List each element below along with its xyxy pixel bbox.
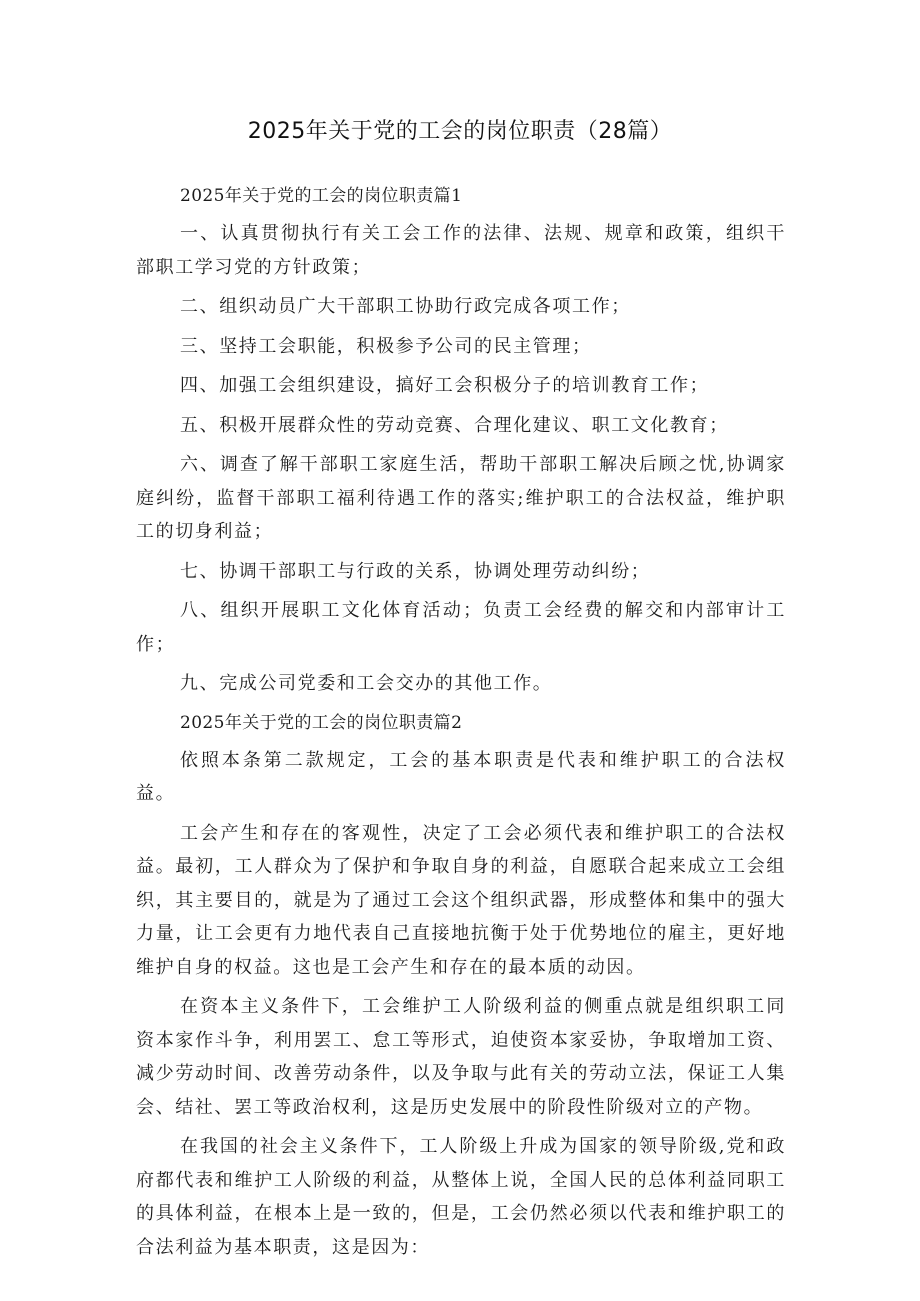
section-heading: 2025年关于党的工会的岗位职责篇1 (180, 186, 463, 206)
paragraph: 二、组织动员广大干部职工协助行政完成各项工作； (180, 296, 631, 317)
paragraph: 八、组织开展职工文化体育活动；负责工会经费的解交和内部审计工作； (136, 600, 786, 655)
paragraph: 六、调查了解干部职工家庭生活，帮助干部职工解决后顾之忧,协调家庭纠纷，监督干部职工福利待遇工作的落实;维护职工的合法权益，维护职工的切身利益； (136, 454, 786, 542)
paragraph: 四、加强工会组织建设，搞好工会积极分子的培训教育工作； (180, 375, 710, 396)
document-body (136, 180, 786, 1270)
paragraph: 依照本条第二款规定，工会的基本职责是代表和维护职工的合法权益。 (136, 749, 786, 804)
paragraph: 在我国的社会主义条件下，工人阶级上升成为国家的领导阶级,党和政府都代表和维护工人阶级的利益，从整体上说，全国人民的总体利益同职工的具体利益，在根本上是一致的，但是，工会仍然必须以代表和维护职工的合法利益为基本职责，这是因为： (136, 1136, 786, 1258)
section-heading: 2025年关于党的工会的岗位职责篇2 (180, 712, 463, 733)
section-1 (136, 180, 786, 701)
paragraph: 一、认真贯彻执行有关工会工作的法律、法规、规章和政策，组织干部职工学习党的方针政策； (136, 223, 786, 278)
paragraph: 七、协调干部职工与行政的关系，协调处理劳动纠纷； (180, 560, 651, 582)
paragraph: 三、坚持工会职能，积极参予公司的民主管理； (180, 335, 592, 357)
paragraph: 工会产生和存在的客观性，决定了工会必须代表和维护职工的合法权益。最初，工人群众为了保护和争取自身的利益，自愿联合起来成立工会组织，其主要目的，就是为了通过工会这个组织武器，形成整体和集中的强大力量，让工会更有力地代表自己直接地抗衡于处于优势地位的雇主，更好地维护自身的权益。这也是工会产生和存在的最本质的动因。 (136, 822, 786, 978)
paragraph: 九、完成公司党委和工会交办的其他工作。 (180, 673, 553, 694)
document-title: 2025年关于党的工会的岗位职责（28篇） (247, 119, 673, 144)
paragraph: 五、积极开展群众性的劳动竞赛、合理化建议、职工文化教育； (180, 414, 729, 436)
paragraph: 在资本主义条件下，工会维护工人阶级利益的侧重点就是组织职工同资本家作斗争，利用罢工、怠工等形式，迫使资本家妥协，争取增加工资、减少劳动时间、改善劳动条件，以及争取与此有关的劳动立法，保证工人集会、结社、罢工等政治权利，这是历史发展中的阶段性阶级对立的产物。 (136, 996, 786, 1118)
section-2 (136, 707, 786, 1265)
